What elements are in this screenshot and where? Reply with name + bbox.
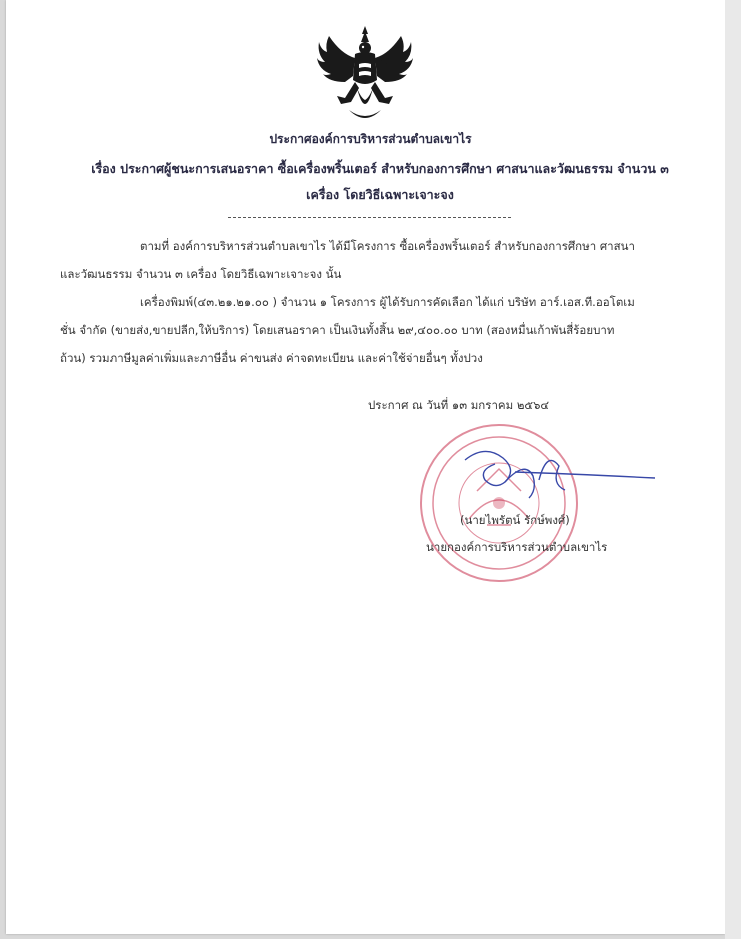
paragraph-1-line-1: ตามที่ องค์การบริหารส่วนตำบลเขาไร ได้มีโครงการ ซื้อเครื่องพริ้นเตอร์ สำหรับกองการศึกษา ศาสนา: [140, 239, 635, 253]
paragraph-1-line-2: และวัฒนธรรม จำนวน ๓ เครื่อง โดยวิธีเฉพาะเจาะจง นั้น: [60, 267, 342, 281]
announcement-date: ประกาศ ณ วันที่ ๑๓ มกราคม ๒๕๖๔: [368, 398, 550, 412]
paragraph-2-line-2: ชั่น จำกัด (ขายส่ง,ขายปลีก,ให้บริการ) โดยเสนอราคา เป็นเงินทั้งสิ้น ๒๙,๔๐๐.๐๐ บาท (สองหมื่นเก้าพันสี่ร้อยบาท: [60, 323, 615, 337]
signatory-position: นายกองค์การบริหารส่วนตำบลเขาไร: [426, 540, 608, 554]
signatory-name: (นายไพรัตน์ รักษ์พงศ์): [460, 513, 570, 527]
organization-title: ประกาศองค์การบริหารส่วนตำบลเขาไร: [269, 132, 472, 146]
subject-line-1: เรื่อง ประกาศผู้ชนะการเสนอราคา ซื้อเครื่องพริ้นเตอร์ สำหรับกองการศึกษา ศาสนาและวัฒนธรรม จำนวน ๓: [91, 161, 669, 176]
paragraph-2-line-3: ถ้วน) รวมภาษีมูลค่าเพิ่มและภาษีอื่น ค่าขนส่ง ค่าจดทะเบียน และค่าใช้จ่ายอื่นๆ ทั้งปวง: [60, 351, 483, 365]
announcement-subject: [60, 156, 700, 208]
divider-line: [228, 217, 511, 218]
signature-mark-icon: [455, 440, 665, 520]
paragraph-2-line-1: เครื่องพิมพ์(๔๓.๒๑.๒๑.๐๐ ) จำนวน ๑ โครงการ ผู้ได้รับการคัดเลือก ได้แก่ บริษัท อาร์.เอส.ที.ออโตเม: [140, 295, 635, 309]
subject-line-2: เครื่อง โดยวิธีเฉพาะเจาะจง: [306, 187, 454, 202]
garuda-emblem-icon: [315, 24, 415, 126]
